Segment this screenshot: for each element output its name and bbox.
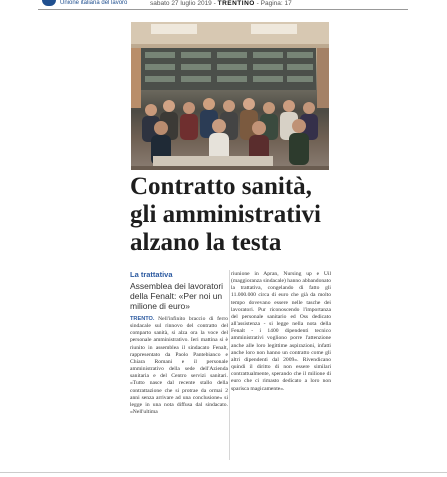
article-column-1 bbox=[130, 316, 228, 416]
article-headline bbox=[130, 173, 336, 257]
uil-logo-icon bbox=[42, 0, 56, 6]
header-separator: - bbox=[213, 0, 216, 7]
photo-illustration bbox=[131, 22, 329, 170]
headline-line: gli amministrativi bbox=[130, 201, 321, 228]
header-rule bbox=[38, 9, 408, 10]
headline-line: Contratto sanità, bbox=[130, 173, 312, 200]
header-date: sabato 27 luglio 2019 bbox=[150, 0, 212, 7]
logo-text: Unione italiana del lavoro bbox=[60, 0, 128, 6]
headline-line: alzano la testa bbox=[130, 229, 282, 256]
header-page: Pagina: 17 bbox=[260, 0, 292, 7]
page-header bbox=[0, 0, 447, 14]
article-subhead: Assemblea dei lavoratori della Fenalt: «Per noi un milione di euro» bbox=[130, 281, 224, 311]
section-label: La trattativa bbox=[130, 270, 173, 279]
header-meta bbox=[150, 0, 292, 7]
article-photo bbox=[131, 22, 329, 170]
header-publication: TRENTINO bbox=[217, 0, 255, 7]
header-separator: - bbox=[256, 0, 259, 7]
column-2-text: riunione in Apran, Nursing up e Uil (maggioranza sindacale) hanno abbandonato la trattativa, congelando di fatto gli 11.000.000 circa di euro che già da molto tempo dovevano essere nelle tasche dei lavoratori. Pur riconoscendo l'importanza del personale sanitario ed Oss dedicato all'assistenza - si legge nella nota della Fenalt - i 1400 dipendenti tecnico amministrativi vogliono porre l'attenzione anche alle loro legittime aspirazioni, infatti anche loro non hanno un contratto come gli altri dipendenti dal 2009». Rivendicano quindi il diritto di non essere similari contrattualmente, sperando che il milione di euro che ci rimasto dedicato a loro non sparisca magicamente». bbox=[231, 271, 331, 392]
column-1-text: Nell'infinito braccio di ferro sindacale sul rinnovo del contratto del comparto sanità, si alza ora la voce del personale amministrativo. Ieri mattina si è riunito in assemblea il sindacato Fenalt, rappresentato da Paolo Pantebianco e Chiara Romani e il personale amministrativo della sede dell'Azienda sanitaria e del Centro servizi sanitari. «Tutto nasce dal recente stallo della contrattazione che si protrae da ormai 2 anni senza arrivare ad una conclusione» si legge in una nota diffusa dal sindacato. «Nell'ultima bbox=[130, 316, 228, 416]
page-bottom-rule bbox=[0, 472, 447, 473]
article-column-2 bbox=[231, 271, 331, 393]
dateline: TRENTO. bbox=[130, 316, 155, 322]
column-divider bbox=[229, 270, 230, 460]
